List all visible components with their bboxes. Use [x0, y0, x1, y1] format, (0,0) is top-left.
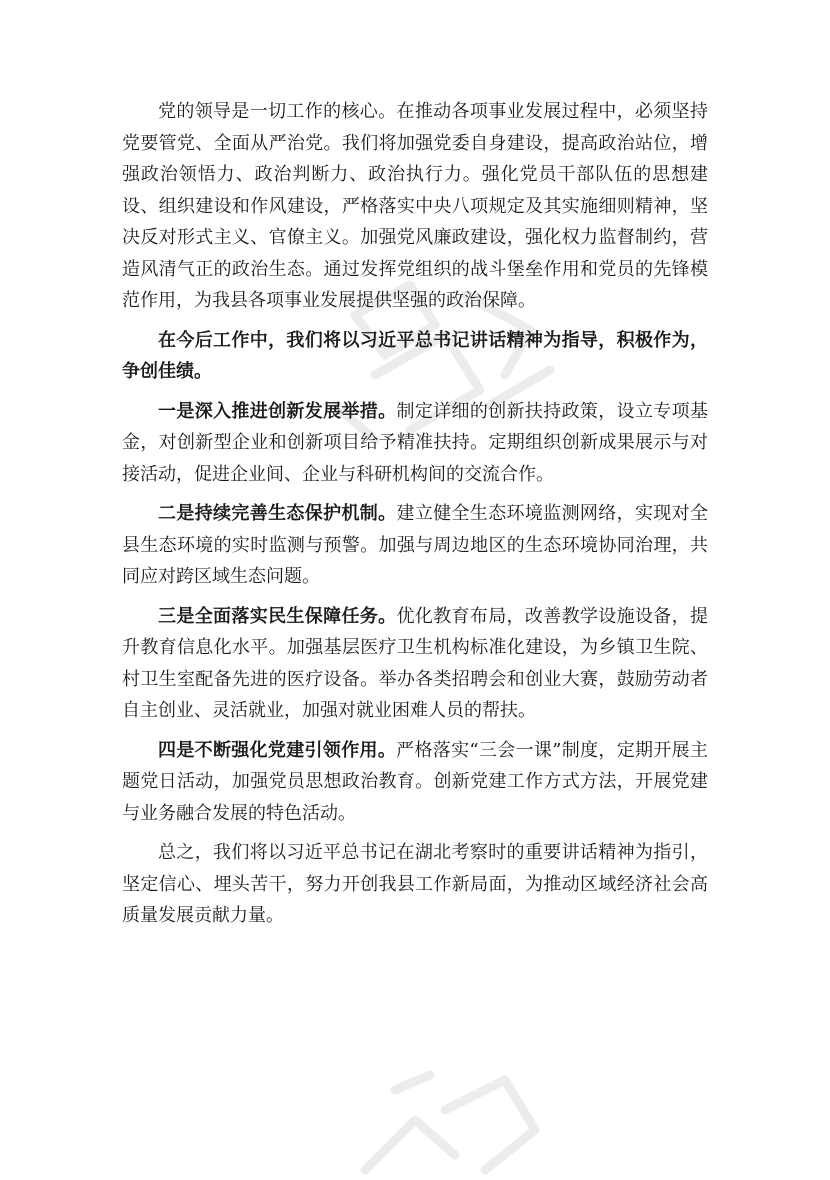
paragraph-intro-future-work: 在今后工作中，我们将以习近平总书记讲话精神为指导，积极作为，争创佳绩。	[122, 329, 708, 382]
lead-innovation: 一是深入推进创新发展举措。	[158, 400, 397, 422]
paragraph-party-building	[122, 735, 708, 830]
watermark-icon	[335, 1060, 575, 1180]
paragraph-livelihood	[122, 601, 708, 727]
paragraph-innovation	[122, 396, 708, 491]
lead-ecology: 二是持续完善生态保护机制。	[158, 503, 397, 524]
body-innovation: 制定详细的创新扶持政策，设立专项基金，对创新型企业和创新项目给予精准扶持。定期组织创新成果展示与对接活动，促进企业间、企业与科研机构间的交流合作。	[122, 400, 708, 485]
paragraph-party-leadership: 党的领导是一切工作的核心。在推动各项事业发展过程中，必须坚持党要管党、全面从严治党。我们将加强党委自身建设，提高政治站位，增强政治领悟力、政治判断力、政治执行力。强化党员干部队伍的思想建设、组织建设和作风建设，严格落实中央八项规定及其实施细则精神，坚决反对形式主义、官僚主义。加强党风廉政建设，强化权力监督制约，营造风清气正的政治生态。通过发挥党组织的战斗堡垒作用和党员的先锋模范作用，为我县各项事业发展提供坚强的政治保障。	[122, 101, 708, 311]
body-livelihood: 优化教育布局，改善教学设施设备，提升教育信息化水平。加强基层医疗卫生机构标准化建设，为乡镇卫生院、村卫生室配备先进的医疗设备。举办各类招聘会和创业大赛，鼓励劳动者自主创业、灵活就业，加强对就业困难人员的帮扶。	[122, 605, 708, 721]
paragraph-ecology	[122, 498, 708, 593]
body-party-building: 严格落实“三会一课”制度，定期开展主题党日活动，加强党员思想政治教育。创新党建工作方式方法，开展党建与业务融合发展的特色活动。	[122, 739, 708, 824]
paragraph-conclusion: 总之，我们将以习近平总书记在湖北考察时的重要讲话精神为指引，坚定信心、埋头苦干，努力开创我县工作新局面，为推动区域经济社会高质量发展贡献力量。	[122, 842, 708, 926]
lead-party-building: 四是不断强化党建引领作用。	[158, 739, 397, 761]
document-body	[122, 96, 708, 940]
lead-livelihood: 三是全面落实民生保障任务。	[158, 605, 397, 627]
body-ecology: 建立健全生态环境监测网络，实现对全县生态环境的实时监测与预警。加强与周边地区的生态环境协同治理，共同应对跨区域生态问题。	[122, 503, 708, 587]
